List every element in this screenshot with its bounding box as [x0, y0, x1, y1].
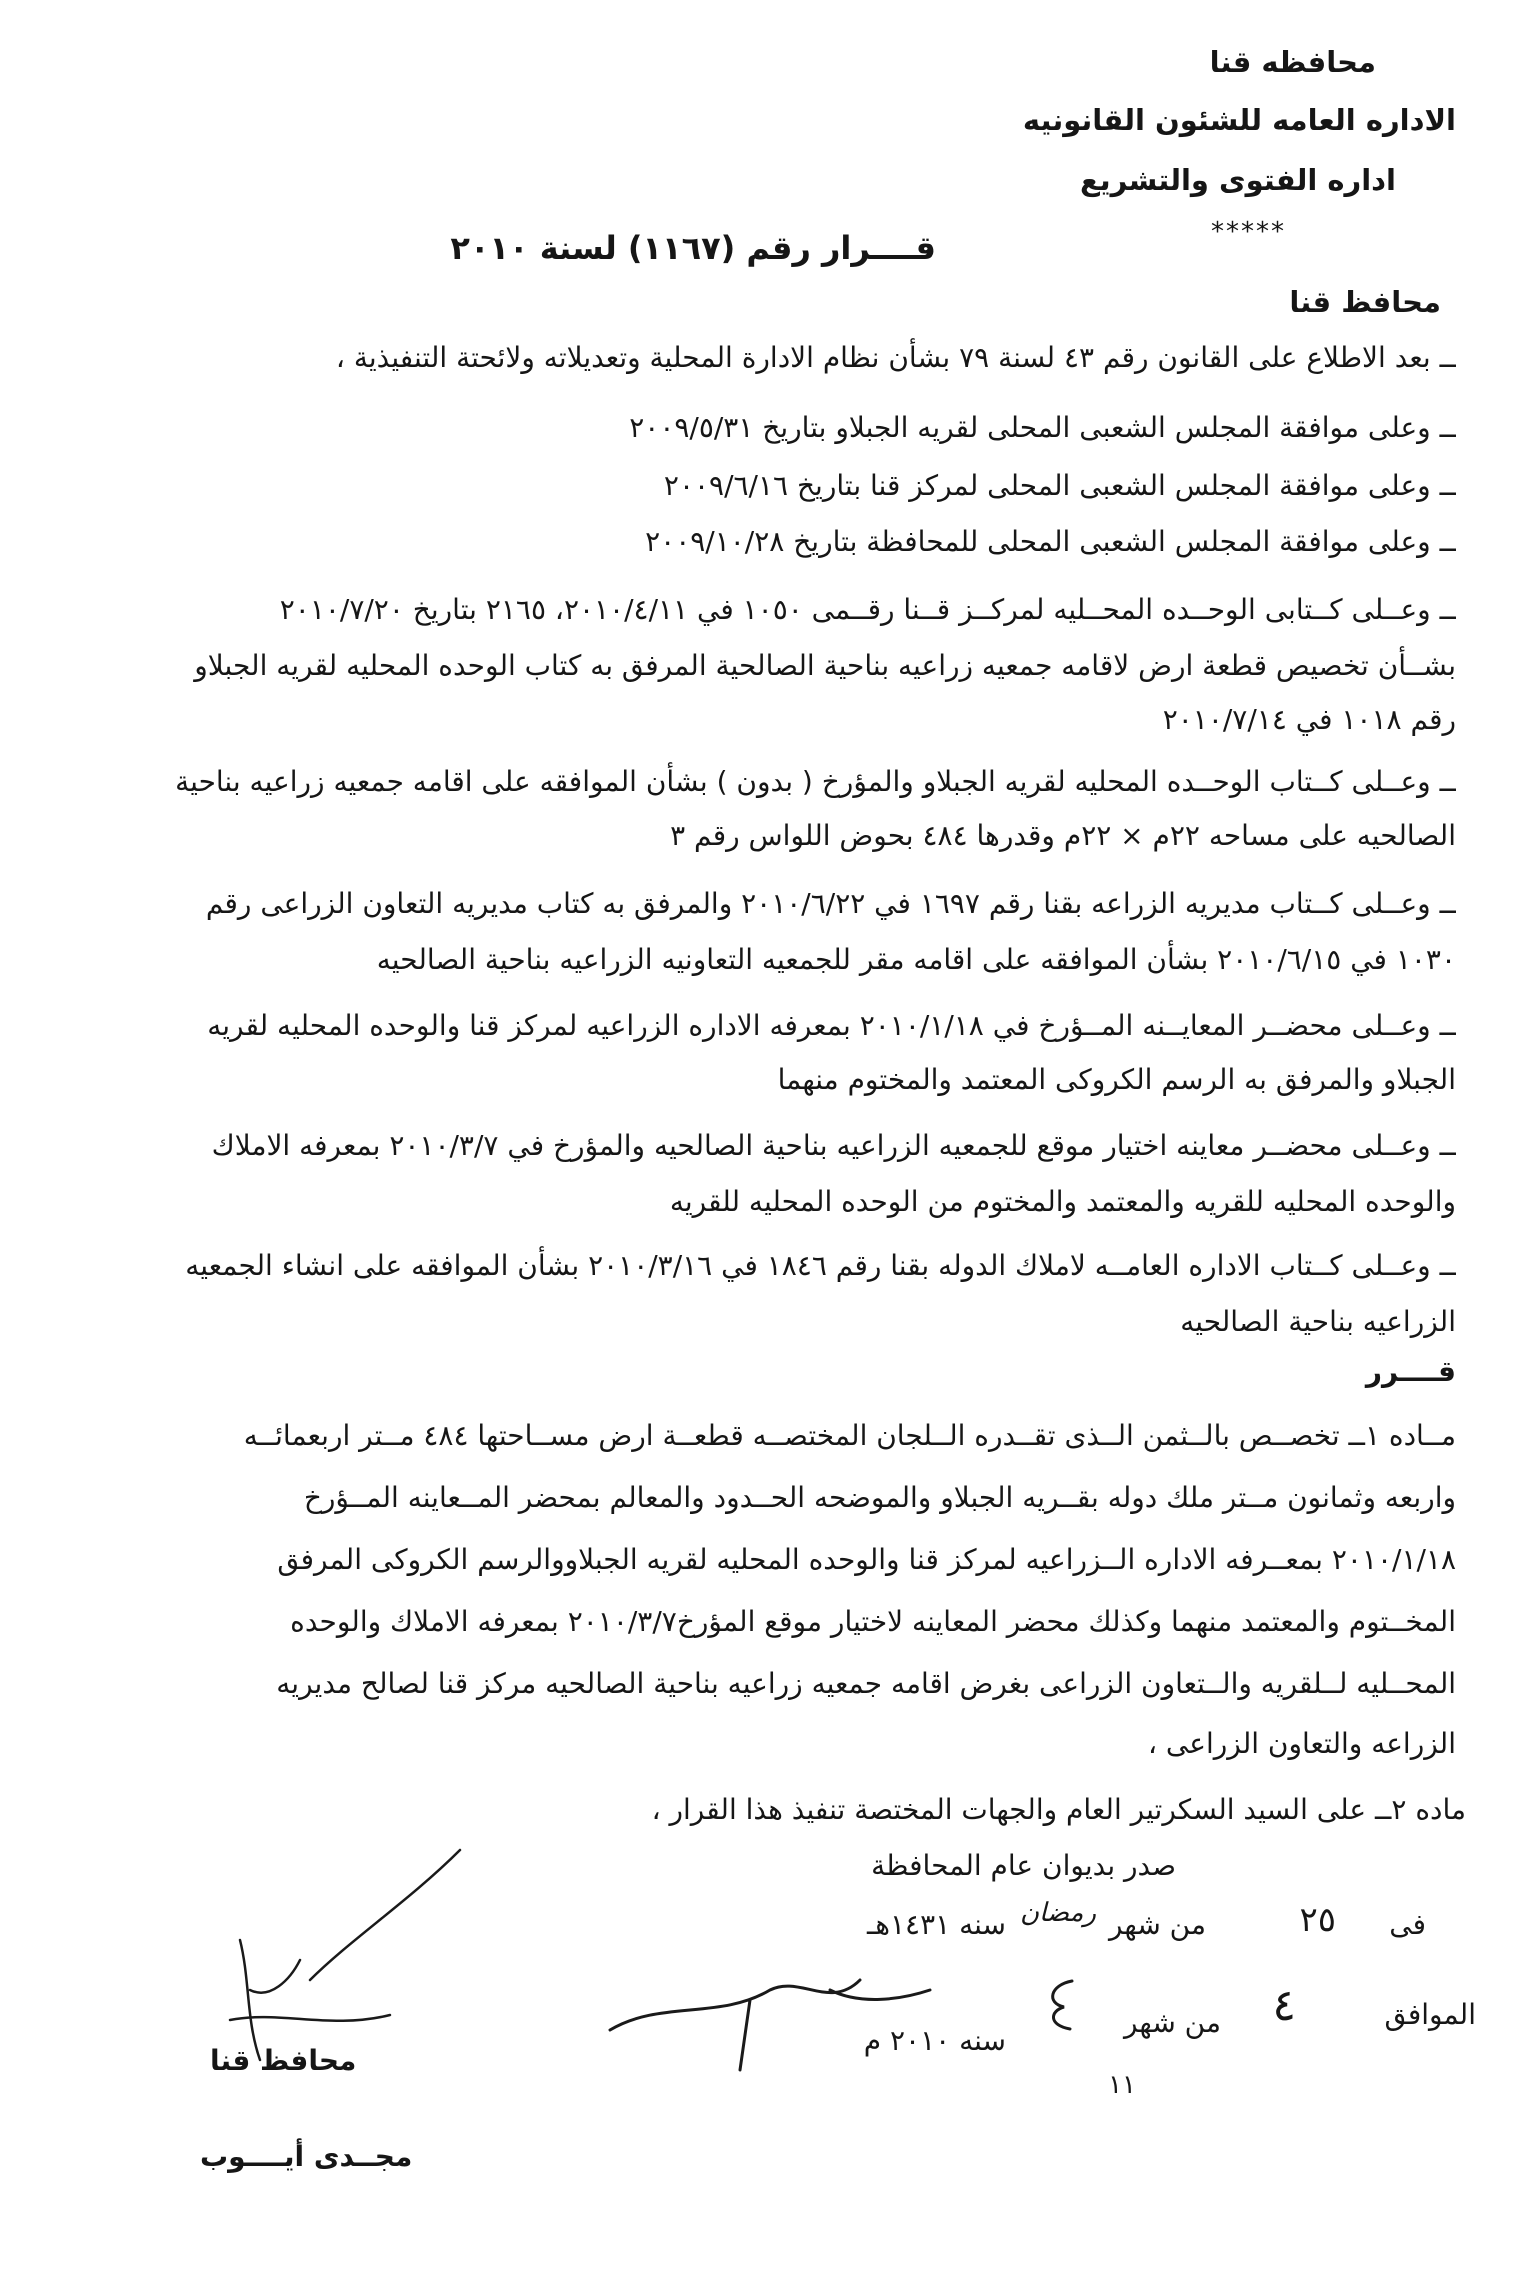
article-line: الزراعه والتعاون الزراعى ،	[1147, 1727, 1456, 1760]
greg-month-label: من شهر	[1123, 2006, 1221, 2039]
preamble-line: الصالحيه على مساحه ٢٢م × ٢٢م وقدرها ٤٨٤ بحوض اللواس رقم ٣	[670, 819, 1456, 852]
article-line: واربعه وثمانون مــتر ملك دوله بقــريه الجبلاو والموضحه الحــدود والمعالم بمحضر المــعاينه المــؤرخ	[303, 1481, 1456, 1514]
preamble-line: ــ وعــلى محضــر المعايــنه المــؤرخ في ٢٠١٠/١/١٨ بمعرفه الاداره الزراعيه لمركز قنا والوحده المحليه لقريه	[207, 1009, 1456, 1042]
header-governorate: محافظه قنا	[1209, 45, 1376, 79]
preamble-line: ــ وعلى موافقة المجلس الشعبى المحلى لقريه الجبلاو بتاريخ ٢٠٠٩/٥/٣١	[629, 411, 1456, 444]
hijri-prefix: فى	[1389, 1908, 1426, 1941]
header-section: اداره الفتوى والتشريع	[1079, 163, 1396, 197]
hijri-month-label: من شهر	[1108, 1908, 1206, 1941]
preamble-line: والوحده المحليه للقريه والمعتمد والمختوم من الوحده المحليه للقريه	[669, 1185, 1456, 1218]
gregorian-month-handwriting	[600, 1960, 940, 2080]
preamble-line: ــ وعــلى كــتاب الوحــده المحليه لقريه الجبلاو والمؤرخ ( بدون ) بشأن الموافقه على اقامه جمعيه زراعيه بناحية	[175, 765, 1456, 798]
article-line: المحــليه لــلقريه والــتعاون الزراعى بغرض اقامه جمعيه زراعيه بناحية الصالحيه مركز قنا لصالح مديريه	[276, 1667, 1456, 1700]
preamble-line: ــ وعــلى كــتاب الاداره العامــه لاملاك الدوله بقنا رقم ١٨٤٦ في ٢٠١٠/٣/١٦ بشأن الموافقه على انشاء الجمعيه	[185, 1249, 1456, 1282]
hijri-day: ٢٥	[1299, 1900, 1336, 1940]
decision-heading: قــــرر	[1365, 1355, 1456, 1388]
preamble-line: ــ وعــلى محضــر معاينه اختيار موقع للجمعيه الزراعيه بناحية الصالحيه والمؤرخ في ٢٠١٠/٣/٧ بمعرفه الاملاك	[211, 1129, 1456, 1162]
issued-at: صدر بديوان عام المحافظة	[871, 1849, 1176, 1882]
hijri-month: رمضان	[1019, 1898, 1096, 1928]
preamble-line: ــ بعد الاطلاع على القانون رقم ٤٣ لسنة ٧٩ بشأن نظام الادارة المحلية وتعديلاته ولائحتة التنفيذية ،	[335, 341, 1456, 374]
preamble-line: ١٠٣٠ في ٢٠١٠/٦/١٥ بشأن الموافقه على اقامه مقر للجمعيه التعاونيه الزراعيه بناحية الصالحيه	[376, 943, 1456, 976]
hijri-year: سنه ١٤٣١هـ	[867, 1908, 1006, 1941]
article-line: مــاده ١ــ تخصــص بالــثمن الــذى تقــدره الــلجان المختصــه قطعــة ارض مســاحتها ٤٨٤ مــتر اربعمائــه	[243, 1419, 1456, 1452]
decree-title: قــــرار رقم (١١٦٧) لسنة ٢٠١٠	[450, 229, 936, 267]
preamble-line: بشــأن تخصيص قطعة ارض لاقامه جمعيه زراعيه بناحية الصالحية المرفق به كتاب الوحده المحليه لقريه الجبلاو	[194, 649, 1456, 682]
header-department: الاداره العامه للشئون القانونيه	[1022, 103, 1456, 137]
signature-name: مجــدى أيــــوب	[200, 2140, 413, 2173]
greg-day: ٤	[1272, 1980, 1296, 2031]
day-four-handwriting	[1040, 1975, 1080, 2035]
article-line: ماده ٢ــ على السيد السكرتير العام والجهات المختصة تنفيذ هذا القرار ،	[651, 1793, 1466, 1826]
preamble-line: ــ وعــلى كــتاب مديريه الزراعه بقنا رقم ١٦٩٧ في ٢٠١٠/٦/٢٢ والمرفق به كتاب مديريه التعاون الزراعى رقم	[205, 887, 1456, 920]
preamble-line: ــ وعلى موافقة المجلس الشعبى المحلى للمحافظة بتاريخ ٢٠٠٩/١٠/٢٨	[645, 525, 1456, 558]
header-separator: *****	[1211, 217, 1286, 247]
article-line: ٢٠١٠/١/١٨ بمعــرفه الاداره الــزراعيه لمركز قنا والوحده المحليه لقريه الجبلاووالرسم الكروكى المرفق	[277, 1543, 1456, 1576]
governor-signature	[180, 1830, 480, 2070]
preamble-line: ــ وعــلى كــتابى الوحــده المحــليه لمركــز قــنا رقــمى ١٠٥٠ في ٢٠١٠/٤/١١، ٢١٦٥ بتاريخ ٢٠١٠/٧/٢٠	[279, 593, 1456, 626]
preamble-line: ــ وعلى موافقة المجلس الشعبى المحلى لمركز قنا بتاريخ ٢٠٠٩/٦/١٦	[663, 469, 1456, 502]
preamble-line: الزراعيه بناحية الصالحيه	[1180, 1305, 1456, 1338]
issuer-title: محافظ قنا	[1289, 285, 1441, 319]
greg-prefix: الموافق	[1384, 1998, 1476, 2031]
article-line: المخــتوم والمعتمد منهما وكذلك محضر المعاينه لاختيار موقع المؤرخ٢٠١٠/٣/٧ بمعرفه الاملاك والوحده	[290, 1605, 1456, 1638]
date-annotation: ١١	[1108, 2070, 1136, 2100]
preamble-line: رقم ١٠١٨ في ٢٠١٠/٧/١٤	[1162, 703, 1456, 736]
signature-title: محافظ قنا	[210, 2044, 357, 2077]
preamble-line: الجبلاو والمرفق به الرسم الكروكى المعتمد والمختوم منهما	[777, 1063, 1456, 1096]
greg-year: سنه ٢٠١٠ م	[863, 2024, 1006, 2057]
